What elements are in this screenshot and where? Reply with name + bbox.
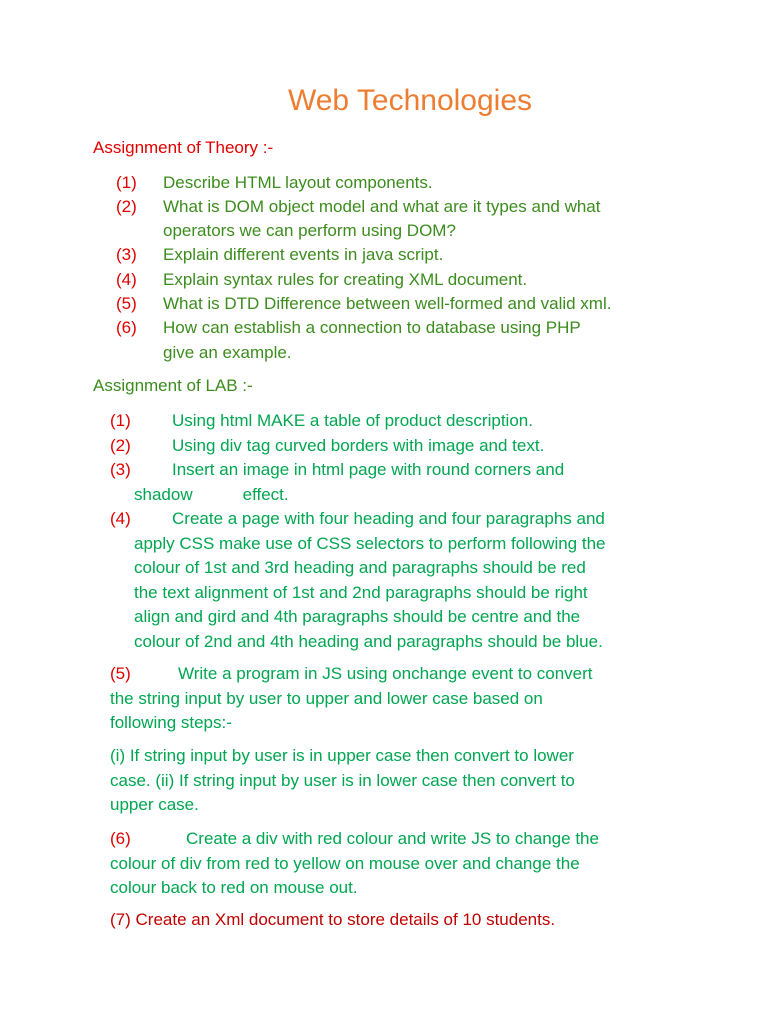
lab-item-text: Using div tag curved borders with image and text. (172, 436, 545, 455)
theory-item-text: What is DTD Difference between well-formed and valid xml. (163, 294, 612, 313)
lab-item-text: Create a div with red colour and write JS to change the (186, 829, 599, 848)
lab-steps-text: upper case. (110, 795, 199, 814)
lab-item-text: Create a page with four heading and four paragraphs and (172, 509, 605, 528)
theory-item-text: How can establish a connection to database using PHP (163, 318, 581, 337)
lab-item-number: (4) (110, 509, 131, 528)
page-title: Web Technologies (287, 84, 533, 117)
theory-item-text: Describe HTML layout components. (163, 173, 433, 192)
lab-item-text: effect. (242, 484, 289, 504)
theory-item-text: What is DOM object model and what are it types and what (163, 197, 601, 216)
lab-item-text: colour back to red on mouse out. (110, 878, 358, 897)
theory-item-number: (1) (116, 173, 137, 192)
lab-item-xml: (7) Create an Xml document to store details of 10 students. (110, 910, 556, 929)
lab-item-text: Insert an image in html page with round corners and (172, 460, 565, 479)
lab-item-text: align and gird and 4th paragraphs should be centre and the (134, 607, 581, 626)
theory-item-number: (2) (116, 197, 137, 216)
theory-item-number: (5) (116, 294, 137, 313)
lab-steps-text: (i) If string input by user is in upper case then convert to lower (110, 746, 574, 765)
lab-item (110, 507, 690, 654)
lab-item-text: shadow (134, 484, 193, 504)
lab-item-text: Write a program in JS using onchange event to convert (178, 664, 593, 683)
theory-item-text: operators we can perform using DOM? (163, 221, 456, 240)
lab-item (110, 434, 690, 459)
theory-item-number: (4) (116, 270, 137, 289)
lab-item-continued (110, 483, 690, 508)
lab-item (110, 662, 670, 736)
lab-item-text: apply CSS make use of CSS selectors to perform following the (134, 533, 606, 553)
theory-heading: Assignment of Theory :- (93, 138, 274, 157)
lab-item-text: following steps:- (110, 713, 232, 732)
lab-item-text: the text alignment of 1st and 2nd paragraphs should be right (134, 582, 588, 602)
lab-steps-text: case. (ii) If string input by user is in lower case then convert to (110, 770, 575, 790)
lab-steps (110, 744, 670, 818)
theory-item-text: Explain syntax rules for creating XML document. (163, 270, 528, 289)
theory-item-text: Explain different events in java script. (163, 245, 444, 264)
lab-heading: Assignment of LAB :- (93, 376, 253, 395)
lab-item-number: (2) (110, 436, 131, 455)
lab-item-text: colour of div from red to yellow on mouse over and change the (110, 853, 580, 873)
lab-item-number: (3) (110, 460, 131, 479)
lab-item-number: (1) (110, 411, 131, 430)
lab-item-number: (5) (110, 664, 131, 683)
lab-item (110, 409, 690, 434)
lab-item-number: (6) (110, 829, 131, 848)
theory-item-number: (3) (116, 245, 137, 264)
lab-item-text: Using html MAKE a table of product description. (172, 411, 533, 430)
lab-item-text: colour of 2nd and 4th heading and paragraphs should be blue. (134, 631, 603, 651)
theory-item-text: give an example. (163, 343, 292, 362)
lab-item-text: colour of 1st and 3rd heading and paragraphs should be red (134, 558, 586, 577)
lab-item-text: the string input by user to upper and lower case based on (110, 688, 543, 708)
lab-item (110, 458, 690, 507)
theory-item-number: (6) (116, 318, 137, 337)
lab-item (110, 827, 670, 901)
